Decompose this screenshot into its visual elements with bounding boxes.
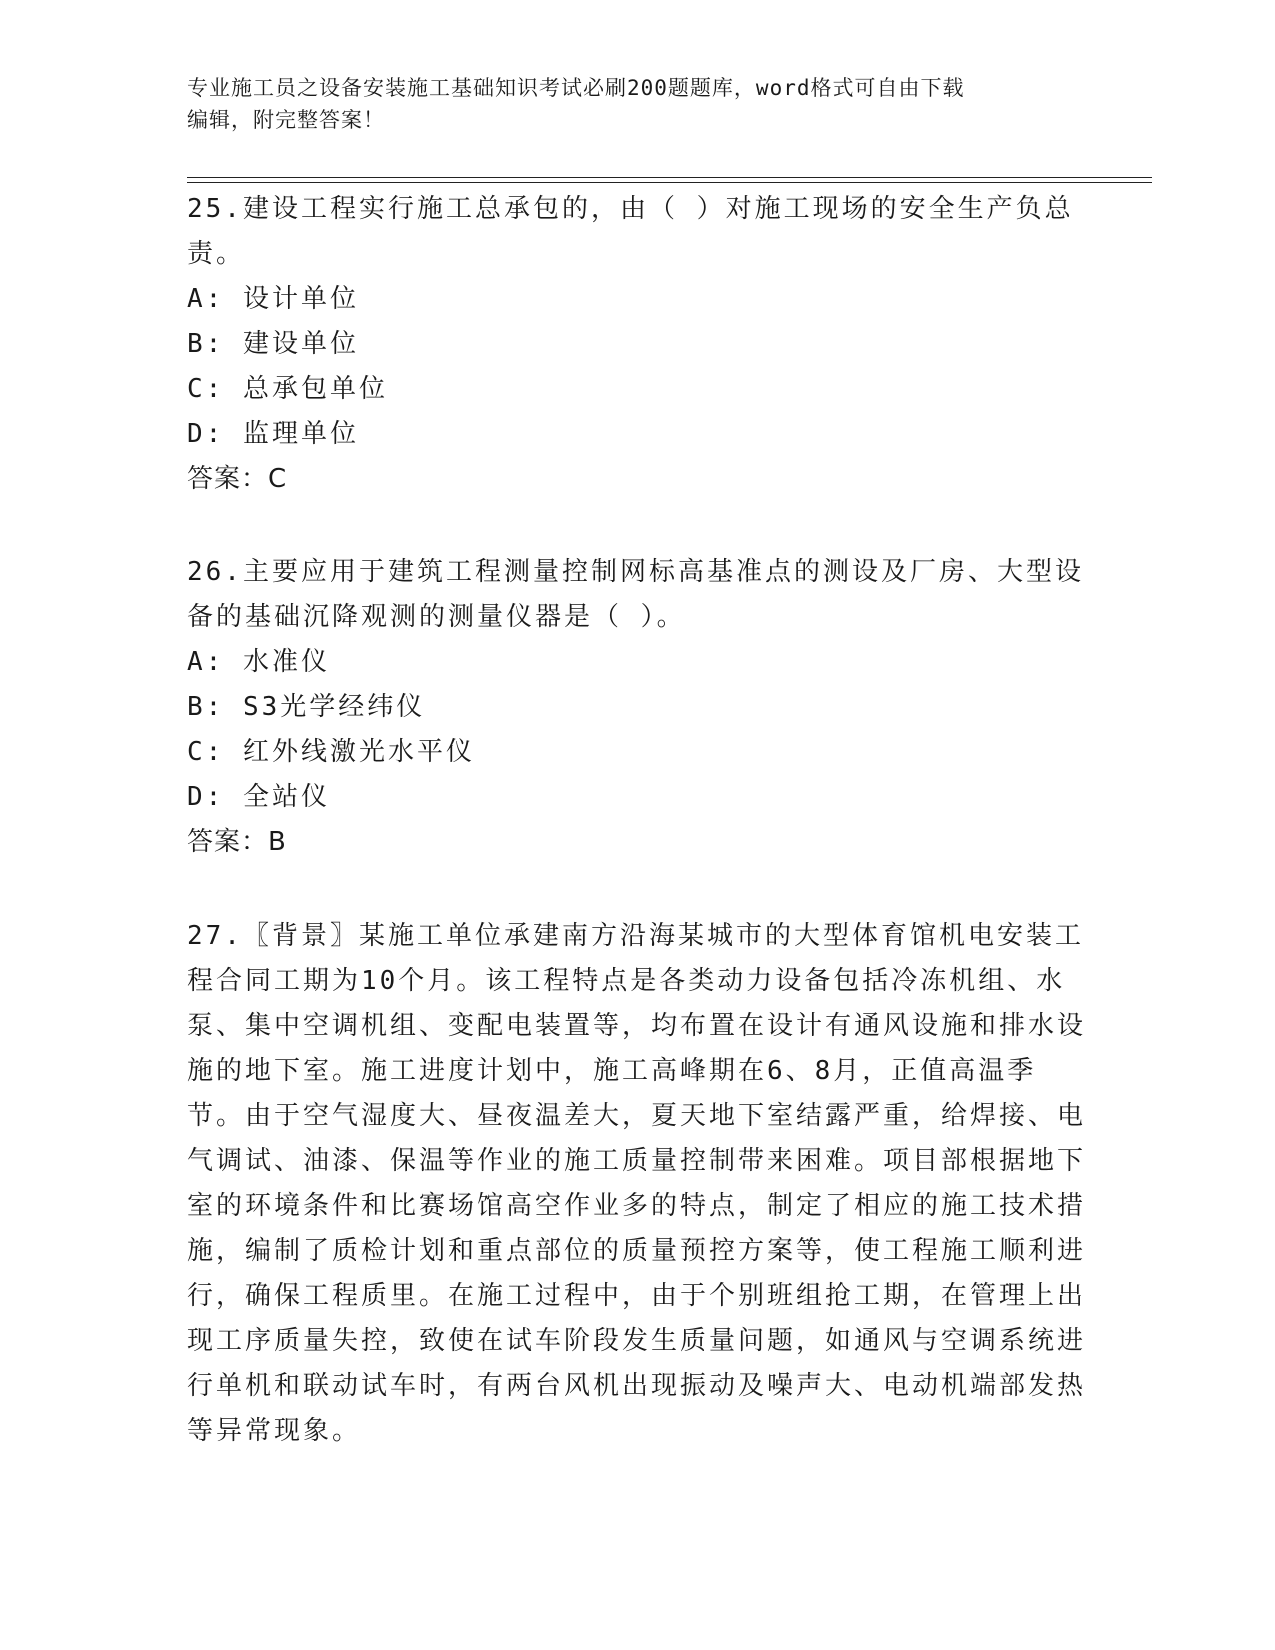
header-title-line1: 专业施工员之设备安装施工基础知识考试必刷200题题库，word格式可自由下载 — [187, 76, 965, 100]
question-26 — [187, 550, 1087, 865]
header-double-rule — [187, 177, 1152, 183]
question-text: 27.〖背景〗某施工单位承建南方沿海某城市的大型体育馆机电安装工程合同工期为10个月。该工程特点是各类动力设备包括冷冻机组、水泵、集中空调机组、变配电装置等，均布置在设计有通风设施和排水设施的地下室。施工进度计划中，施工高峰期在6、8月，正值高温季节。由于空气湿度大、昼夜温差大，夏天地下室结露严重，给焊接、电气调试、油漆、保温等作业的施工质量控制带来困难。项目部根据地下室的环境条件和比赛场馆高空作业多的特点，制定了相应的施工技术措施，编制了质检计划和重点部位的质量预控方案等，使工程施工顺利进行，确保工程质里。在施工过程中，由于个别班组抢工期，在管理上出现工序质量失控，致使在试车阶段发生质量问题，如通风与空调系统进行单机和联动试车时，有两台风机出现振动及噪声大、电动机端部发热等异常现象。 — [187, 921, 1087, 1446]
question-25 — [187, 187, 1087, 502]
option-b: B: 建设单位 — [187, 329, 359, 359]
option-b: B: S3光学经纬仪 — [187, 692, 426, 722]
answer: 答案：C — [187, 464, 288, 494]
option-d: D: 监理单位 — [187, 419, 359, 449]
question-27 — [187, 914, 1087, 1454]
question-text: 25.建设工程实行施工总承包的，由（ ）对施工现场的安全生产负总责。 — [187, 194, 1074, 269]
document-header — [187, 72, 1077, 136]
option-c: C: 红外线激光水平仪 — [187, 737, 475, 767]
option-d: D: 全站仪 — [187, 782, 330, 812]
answer: 答案：B — [187, 827, 287, 857]
option-a: A: 水准仪 — [187, 647, 330, 677]
header-title-line2: 编辑，附完整答案！ — [187, 108, 385, 132]
option-c: C: 总承包单位 — [187, 374, 388, 404]
option-a: A: 设计单位 — [187, 284, 359, 314]
question-text: 26.主要应用于建筑工程测量控制网标高基准点的测设及厂房、大型设备的基础沉降观测的测量仪器是（ ）。 — [187, 557, 1084, 632]
